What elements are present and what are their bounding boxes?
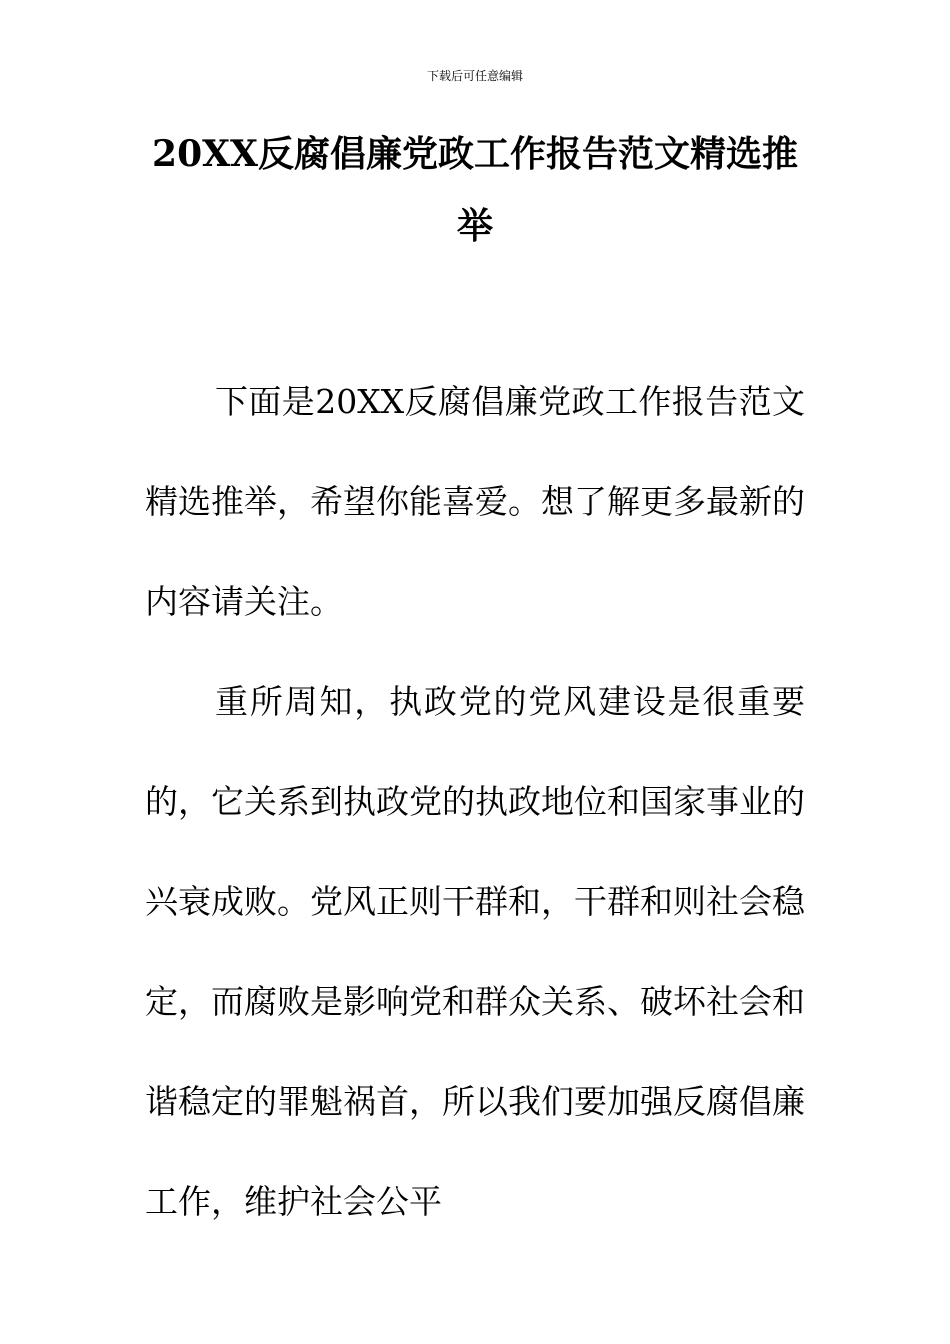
document-title: 20XX反腐倡廉党政工作报告范文精选推举	[152, 133, 798, 247]
paragraph-main: 重所周知，执政党的党风建设是很重要的，它关系到执政党的执政地位和国家事业的兴衰成败。党风正则干群和，干群和则社会稳定，而腐败是影响党和群众关系、破坏社会和谐稳定的罪魁祸首，所以我们要加强反腐倡廉工作，维护社会公平	[145, 682, 805, 1221]
document-body	[145, 352, 805, 1252]
paragraph-intro: 下面是20XX反腐倡廉党政工作报告范文精选推举，希望你能喜爱。想了解更多最新的内容请关注。	[145, 382, 805, 621]
header-note: 下载后可任意编辑	[426, 69, 523, 83]
